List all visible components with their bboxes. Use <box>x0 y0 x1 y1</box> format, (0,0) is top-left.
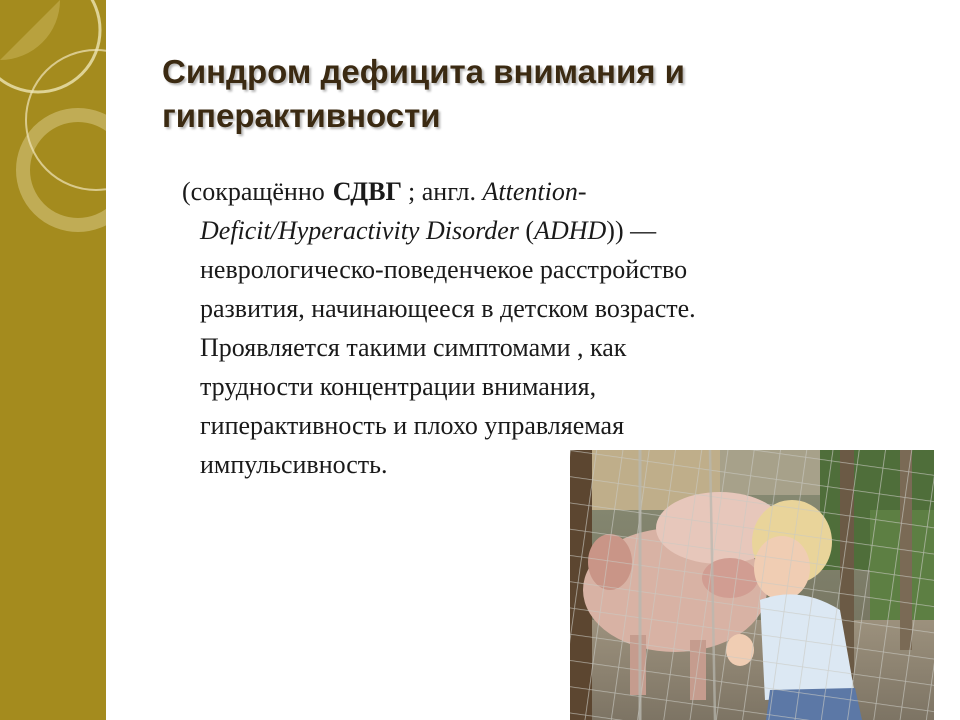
en-term-part1: Attention- <box>482 177 587 206</box>
body-line-4: развития, начинающееся в детском возрасте. <box>200 294 696 323</box>
em-dash: — <box>630 216 657 245</box>
body-line-1 <box>182 172 822 211</box>
abbr-sdvg: СДВГ <box>332 177 403 206</box>
open-paren-text: (сокращённо <box>182 177 325 206</box>
photo-child-and-pig <box>570 450 934 720</box>
slide-title <box>162 50 862 138</box>
body-paragraph <box>182 172 822 484</box>
photo-illustration <box>570 450 934 720</box>
body-line-8: импульсивность. <box>200 450 388 479</box>
body-line-3: неврологическо-поведенчекое расстройство <box>200 255 688 284</box>
body-line-5: Проявляется такими симптомами , как <box>200 333 627 362</box>
adhd-term: ADHD <box>534 216 607 245</box>
engl-text: ; англ. <box>408 177 477 206</box>
decor-circles <box>0 0 106 720</box>
body-line-7: гиперактивность и плохо управляемая <box>200 411 625 440</box>
slide-title-line-1: Синдром дефицита внимания и <box>162 53 685 90</box>
body-line-6: трудности концентрации внимания, <box>200 372 597 401</box>
adhd-close: )) <box>606 216 624 245</box>
en-term-part2: Deficit/Hyperactivity Disorder <box>200 216 519 245</box>
side-decor-band <box>0 0 106 720</box>
body-line-2 <box>182 211 822 250</box>
adhd-open: ( <box>525 216 535 245</box>
slide-title-line-2: гиперактивности <box>162 97 441 134</box>
